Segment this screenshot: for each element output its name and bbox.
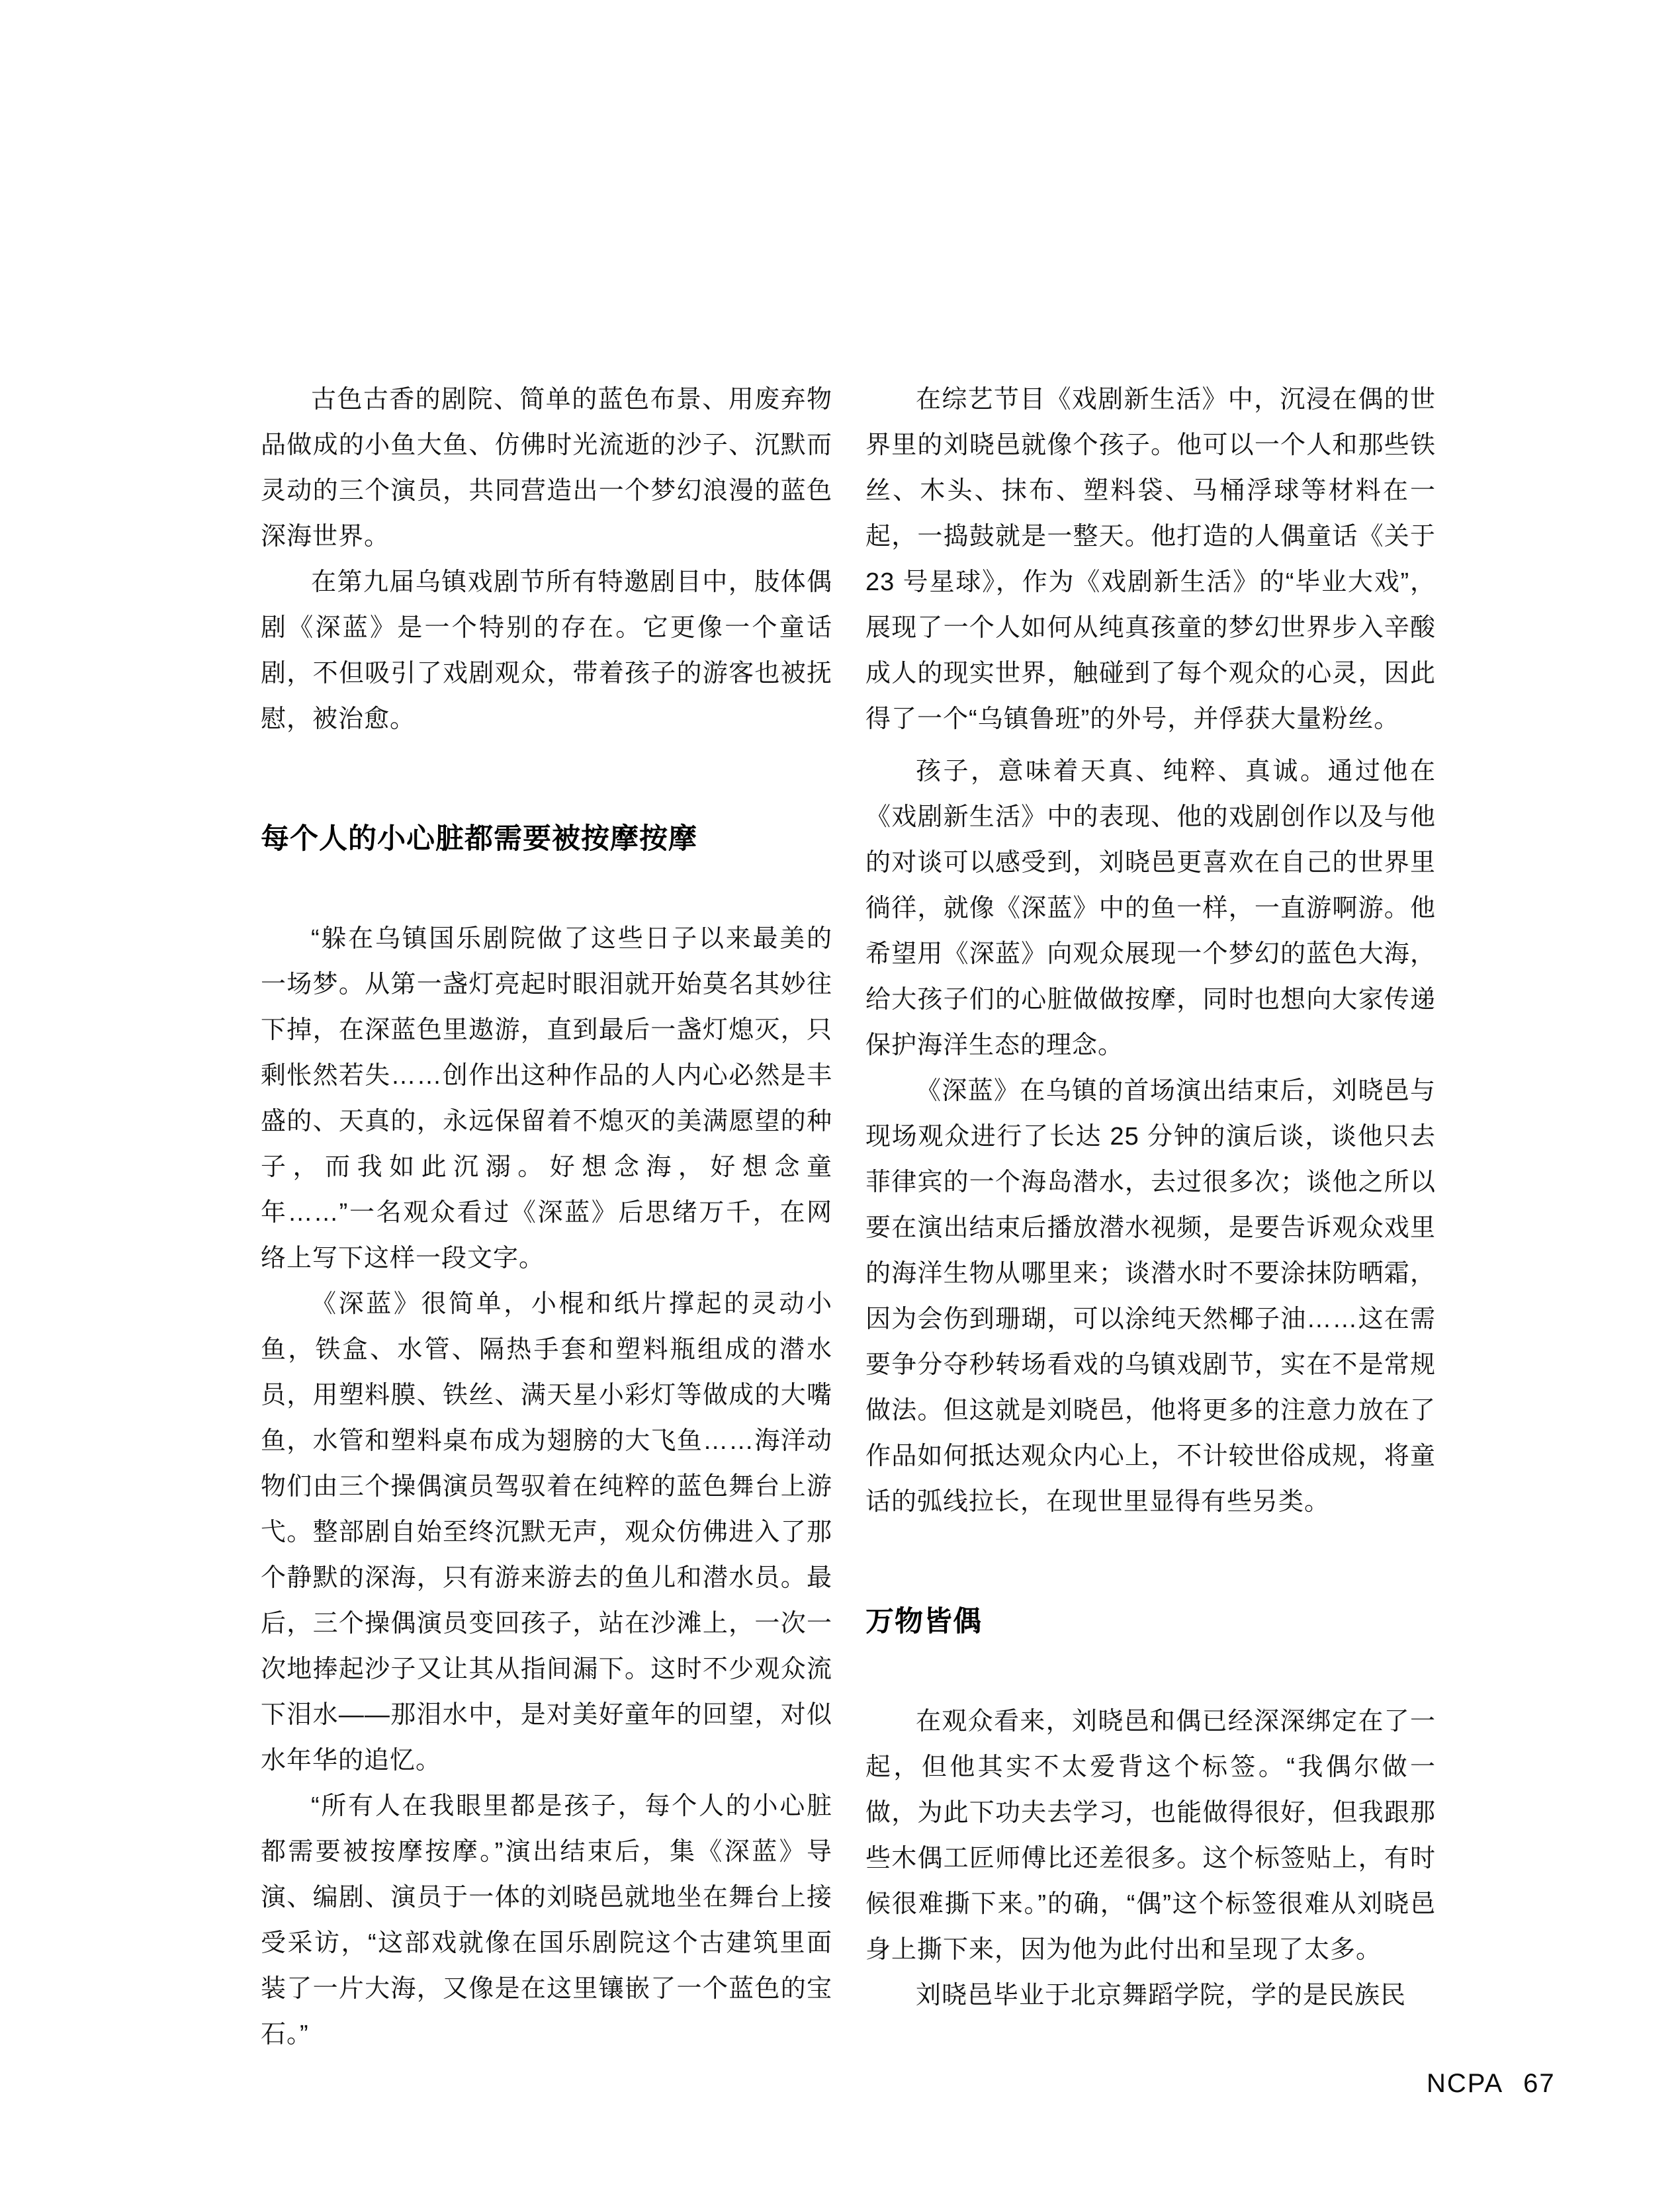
section-heading: 每个人的小心脏都需要被按摩按摩 [261,823,697,855]
article-paragraph: 孩子，意味着天真、纯粹、真诚。通过他在《戏剧新生活》中的表现、他的戏剧创作以及与他的对谈可以感受到，刘晓邑更喜欢在自己的世界里徜徉，就像《深蓝》中的鱼一样，一直游啊游。他希望用《深蓝》向观众展现一个梦幻的蓝色大海，给大孩子们的心脏做做按摩，同时也想向大家传递保护海洋生态的理念。 [865,758,1436,1059]
article-paragraph: 刘晓邑毕业于北京舞蹈学院，学的是民族民 [916,1982,1407,2009]
article-paragraph: “躲在乌镇国乐剧院做了这些日子以来最美的一场梦。从第一盏灯亮起时眼泪就开始莫名其妙往下掉，在深蓝色里遨游，直到最后一盏灯熄灭，只剩怅然若失……创作出这种作品的人内心必然是丰盛的、天真的，永远保留着不熄灭的美满愿望的种子，而我如此沉溺。好想念海，好想念童年……”一名观众看过《深蓝》后思绪万千，在网络上写下这样一段文字。 [261,925,832,1272]
left-column [261,377,832,2058]
article-paragraph: 《深蓝》很简单，小棍和纸片撑起的灵动小鱼，铁盒、水管、隔热手套和塑料瓶组成的潜水员，用塑料膜、铁丝、满天星小彩灯等做成的大嘴鱼，水管和塑料桌布成为翅膀的大飞鱼……海洋动物们由三个操偶演员驾驭着在纯粹的蓝色舞台上游弋。整部剧自始至终沉默无声，观众仿佛进入了那个静默的深海，只有游来游去的鱼儿和潜水员。最后，三个操偶演员变回孩子，站在沙滩上，一次一次地捧起沙子又让其从指间漏下。这时不少观众流下泪水——那泪水中，是对美好童年的回望，对似水年华的追忆。 [261,1290,832,1774]
right-column [865,377,1436,2019]
section-heading: 万物皆偶 [865,1606,982,1638]
article-paragraph: 《深蓝》在乌镇的首场演出结束后，刘晓邑与现场观众进行了长达 25 分钟的演后谈，谈他只去菲律宾的一个海岛潜水，去过很多次；谈他之所以要在演出结束后播放潜水视频，是要告诉观众戏里的海洋生物从哪里来；谈潜水时不要涂抹防晒霜，因为会伤到珊瑚，可以涂纯天然椰子油……这在需要争分夺秒转场看戏的乌镇戏剧节，实在不是常规做法。但这就是刘晓邑，他将更多的注意力放在了作品如何抵达观众内心上，不计较世俗成规，将童话的弧线拉长，在现世里显得有些另类。 [865,1077,1436,1516]
footer-brand: NCPA [1427,2069,1504,2098]
page-footer [1427,2069,1556,2099]
article-paragraph: “所有人在我眼里都是孩子，每个人的小心脏都需要被按摩按摩。”演出结束后，集《深蓝》导演、编剧、演员于一体的刘晓邑就地坐在舞台上接受采访，“这部戏就像在国乐剧院这个古建筑里面装了一片大海，又像是在这里镶嵌了一个蓝色的宝石。” [261,1792,832,2048]
footer-page-number: 67 [1523,2069,1556,2098]
article-paragraph: 在第九届乌镇戏剧节所有特邀剧目中，肢体偶剧《深蓝》是一个特别的存在。它更像一个童话剧，不但吸引了戏剧观众，带着孩子的游客也被抚慰，被治愈。 [261,568,832,733]
article-paragraph: 在综艺节目《戏剧新生活》中，沉浸在偶的世界里的刘晓邑就像个孩子。他可以一个人和那些铁丝、木头、抹布、塑料袋、马桶浮球等材料在一起，一捣鼓就是一整天。他打造的人偶童话《关于23 号星球》，作为《戏剧新生活》的“毕业大戏”，展现了一个人如何从纯真孩童的梦幻世界步入辛酸成人的现实世界，触碰到了每个观众的心灵，因此得了一个“乌镇鲁班”的外号，并俘获大量粉丝。 [865,386,1436,733]
article-paragraph: 古色古香的剧院、简单的蓝色布景、用废弃物品做成的小鱼大鱼、仿佛时光流逝的沙子、沉默而灵动的三个演员，共同营造出一个梦幻浪漫的蓝色深海世界。 [261,386,832,550]
article-paragraph: 在观众看来，刘晓邑和偶已经深深绑定在了一起，但他其实不太爱背这个标签。“我偶尔做一做，为此下功夫去学习，也能做得很好，但我跟那些木偶工匠师傅比还差很多。这个标签贴上，有时候很难撕下来。”的确，“偶”这个标签很难从刘晓邑身上撕下来，因为他为此付出和呈现了太多。 [865,1708,1436,1964]
